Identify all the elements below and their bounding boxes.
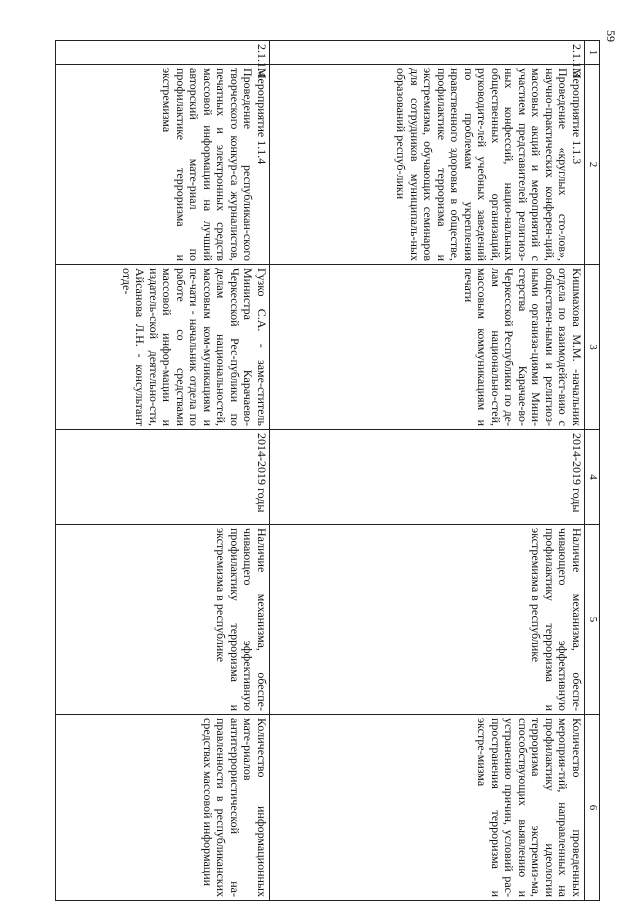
- executor-cell: Гузко С.А. - заме-ститель Министра Карачаево-Черкесской Рес-публики по делам национальностей, массовым ком-муникациям и пе-чати - начальник отдела по работе со средствами массовой инфор-мации и издатель-ской деятельно-сти, Айсанова Л.Н. - консультант отде-: [56, 265, 270, 430]
- header-row: [585, 41, 600, 901]
- indicator-cell: Количество проведенных мероприя-тий, направленных на профилактику идеологии терроризма экстремиз-ма, способствующих выявлению и устранению причин, условий рас-пространения терроризма и экстре-мизма: [270, 715, 585, 901]
- rotated-table-page: [40, 40, 600, 900]
- row-number: 2.1.1.3: [270, 41, 585, 65]
- executor-cell: Кишмахова М.М. -начальник отдела по взаимодейст-вию с обществен-ными и религиоз-ными организа-циями Мини-стерства Карачае-во-Черкесской Республики по де-лам национально-стей, массовым коммуникациям и печати: [270, 265, 585, 430]
- event-text: Проведение республикан-ского творческого конкур-са журналистов, печатных и электронных средств массовой информации на лучший авторский мате-риал по профилактике терроризма и экстремизма: [160, 68, 256, 261]
- header-cell: 1: [585, 41, 600, 65]
- indicator-cell: Количество информационных мате-риалов антитеррористической на-правленности в республиканских средствах массовой информации: [56, 715, 270, 901]
- page-number: 59: [604, 30, 618, 42]
- table-row: [56, 41, 270, 901]
- header-cell: 3: [585, 265, 600, 430]
- program-table: [55, 40, 600, 901]
- table-row: [270, 41, 585, 901]
- event-title: Мероприятие 1.1.3: [570, 68, 584, 165]
- result-cell: Наличие механизма, обеспе-чивающего эффективную профилактику терроризма и экстремизма в республике: [56, 525, 270, 715]
- header-cell: 4: [585, 430, 600, 525]
- header-cell: 5: [585, 525, 600, 715]
- event-cell: [56, 65, 270, 265]
- event-title: Мероприятие 1.1.4: [255, 68, 269, 165]
- header-cell: 6: [585, 715, 600, 901]
- row-number: 2.1.1.4: [56, 41, 270, 65]
- period-cell: 2014-2019 годы: [270, 430, 585, 525]
- period-cell: 2014-2019 годы: [56, 430, 270, 525]
- result-cell: Наличие механизма, обеспе-чивающего эффективную профилактику терроризма и экстремизма в республике: [270, 525, 585, 715]
- event-cell: [270, 65, 585, 265]
- header-cell: 2: [585, 65, 600, 265]
- event-text: Проведение «круглых сто-лов», научно-практических конферен-ций, массовых акций и мероприятий с участием представителей религиоз-ных конфессий, нацио-нальных общественных организаций, руководите-лей учебных заведений по проблемам укрепления нравственного здоровья в обществе, профилактике терроризма и экстремизма, обучающих семинаров для сотрудников муниципаль-ных образований респуб-лики: [394, 68, 571, 261]
